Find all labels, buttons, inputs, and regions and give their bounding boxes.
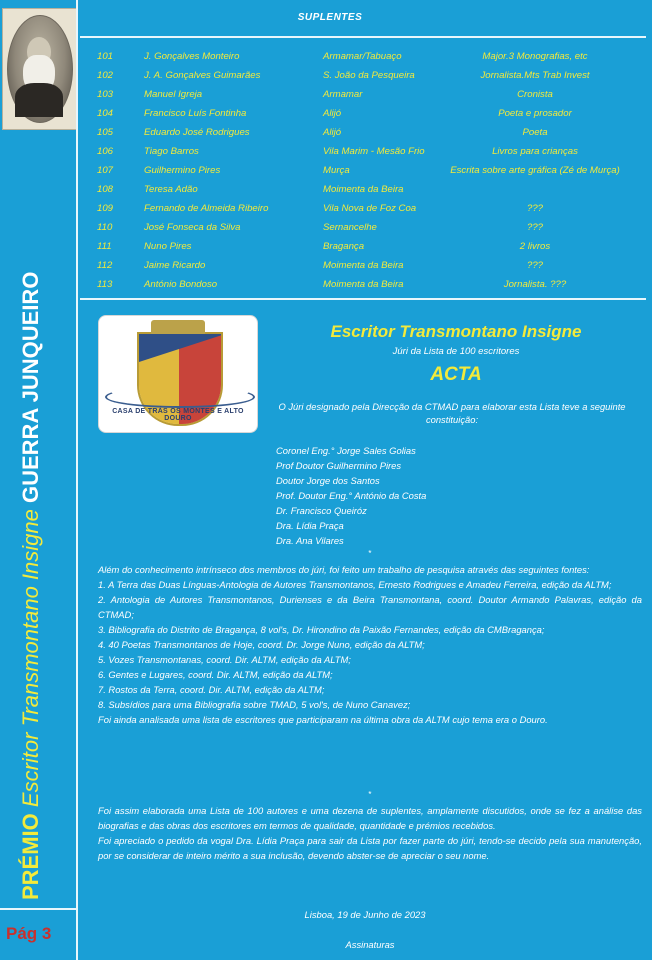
suplente-note: Livros para crianças: [492, 146, 578, 157]
page-number: Pág 3: [6, 924, 52, 943]
acta-title: ACTA: [430, 364, 482, 385]
source-item: 7. Rostos da Terra, coord. Dir. ALTM, edição da ALTM;: [98, 684, 325, 695]
suplente-name: Fernando de Almeida Ribeiro: [144, 203, 269, 214]
conclusion-section: [98, 803, 642, 863]
suplente-name: Tiago Barros: [144, 146, 199, 157]
suplente-place: Sernancelhe: [323, 222, 377, 233]
suplente-row: [80, 165, 640, 183]
conclusion-paragraph-2: Foi apreciado o pedido da vogal Dra. Lídia Praça para sair da Lista por fazer parte do júri, tendo-se decido pela sua manutenção, por se considerar de inteiro mérito a sua inclusão, devendo abster-se de apreciar o seu nome.: [98, 835, 642, 861]
acta-intro: O Júri designado pela Direcção da CTMAD para elaborar esta Lista teve a seguinte constituição:: [278, 401, 626, 425]
separator-1: *: [368, 549, 372, 558]
suplente-row: [80, 51, 640, 69]
suplente-number: 112: [97, 260, 113, 271]
suplente-name: António Bondoso: [144, 279, 218, 290]
suplente-row: [80, 108, 640, 126]
suplente-name: José Fonseca da Silva: [144, 222, 241, 233]
suplente-note: Jornalista. ???: [503, 279, 567, 290]
suplente-row: [80, 89, 640, 107]
suplente-note: 2 livros: [519, 241, 551, 252]
suplente-note: ???: [526, 222, 543, 233]
suplente-number: 111: [97, 241, 112, 252]
source-item: 4. 40 Poetas Transmontanos de Hoje, coord. Dr. Jorge Nuno, edição da ALTM;: [98, 639, 425, 650]
vertical-title: [18, 272, 44, 900]
suplente-number: 110: [97, 222, 113, 233]
conclusion-paragraph-1: Foi assim elaborada uma Lista de 100 autores e uma dezena de suplentes, amplamente discutidos, onde se fez a análise das biografias e das obras dos escritores em termos de qualidade, quantidade e prémios recebidos.: [98, 805, 642, 831]
suplente-name: Eduardo José Rodrigues: [144, 127, 250, 138]
source-item: 3. Bibliografia do Distrito de Bragança, 8 vol's, Dr. Hirondino da Paixão Fernandes, edição da CMBragança;: [98, 624, 545, 635]
section-divider: [80, 298, 646, 300]
acta-heading: Escritor Transmontano Insigne: [330, 322, 582, 341]
source-item: 1. A Terra das Duas Línguas-Antologia de Autores Transmontanos, Ernesto Rodrigues e Amadeu Ferreira, edição da ALTM;: [98, 579, 612, 590]
suplente-note: Jornalista.Mts Trab Invest: [480, 70, 590, 81]
suplente-row: [80, 222, 640, 240]
suplente-number: 109: [97, 203, 114, 214]
suplente-place: Alijó: [323, 108, 342, 119]
source-item: 6. Gentes e Lugares, coord. Dir. ALTM, edição da ALTM;: [98, 669, 333, 680]
suplente-name: J. A. Gonçalves Guimarães: [144, 70, 261, 81]
suplente-note: Escrita sobre arte gráfica (Zé de Murça): [450, 165, 620, 176]
suplentes-title: SUPLENTES: [297, 12, 363, 23]
sidebar: [0, 0, 78, 960]
sources-list: [98, 577, 642, 712]
suplente-row: [80, 184, 640, 202]
source-item: 8. Subsídios para uma Bibliografia sobre TMAD, 5 vol's, de Nuno Canavez;: [98, 699, 411, 710]
suplente-note: ???: [526, 203, 543, 214]
suplente-row: [80, 203, 640, 221]
suplente-number: 104: [97, 108, 114, 119]
suplente-name: Jaime Ricardo: [144, 260, 206, 271]
suplente-name: Manuel Igreja: [144, 89, 203, 100]
suplente-number: 106: [97, 146, 114, 157]
seal-motto: CASA DE TRÁS OS MONTES E ALTO DOURO: [112, 408, 244, 422]
suplente-place: Murça: [323, 165, 350, 176]
suplente-place: Moimenta da Beira: [323, 184, 404, 195]
place-date: Lisboa, 19 de Junho de 2023: [304, 909, 426, 920]
suplente-place: Vila Nova de Foz Coa: [323, 203, 417, 214]
suplente-number: 108: [97, 184, 114, 195]
source-item: 5. Vozes Transmontanas, coord. Dir. ALTM, edição da ALTM;: [98, 654, 351, 665]
suplente-place: Bragança: [323, 241, 365, 252]
suplente-number: 105: [97, 127, 114, 138]
suplente-number: 102: [97, 70, 114, 81]
suplente-place: Vila Marim - Mesão Frio: [323, 146, 425, 157]
title-part2: Escritor Transmontano Insigne: [18, 509, 43, 808]
jury-member: Prof Doutor Guilhermino Pires: [276, 460, 402, 471]
analysis-paragraph: Foi ainda analisada uma lista de escritores que participaram na última obra da ALTM cujo tema era o Douro.: [98, 714, 548, 725]
ctmad-seal: [98, 315, 258, 433]
suplente-row: [80, 146, 640, 164]
title-part1: PRÉMIO: [18, 813, 43, 900]
sources-section: [98, 562, 642, 727]
jury-member: Prof. Doutor Eng.° António da Costa: [276, 490, 427, 501]
source-item: 2. Antologia de Autores Transmontanos, Durienses e da Beira Transmontana, coord. Doutor Armando Palavras, edição da CTMAD;: [98, 594, 642, 620]
vertical-divider: [76, 0, 78, 960]
suplente-name: Francisco Luís Fontinha: [144, 108, 247, 119]
signatures-label: Assinaturas: [345, 939, 395, 950]
acta-subheading: Júri da Lista de 100 escritores: [392, 346, 520, 357]
suplente-name: Guilhermino Pires: [144, 165, 221, 176]
suplente-number: 103: [97, 89, 114, 100]
suplente-row: [80, 127, 640, 145]
suplente-place: Armamar/Tabuaço: [323, 51, 402, 62]
suplente-place: S. João da Pesqueira: [323, 70, 415, 81]
suplente-row: [80, 279, 640, 297]
seal-ribbon: [105, 386, 255, 408]
suplente-place: Armamar: [323, 89, 363, 100]
suplente-row: [80, 241, 640, 259]
suplente-number: 107: [97, 165, 114, 176]
jury-member: Dra. Ana Vilares: [276, 535, 344, 546]
suplente-name: Nuno Pires: [144, 241, 192, 252]
suplente-place: Moimenta da Beira: [323, 279, 404, 290]
suplente-note: Cronista: [517, 89, 553, 100]
jury-member: Doutor Jorge dos Santos: [276, 475, 380, 486]
jury-member: Coronel Eng.° Jorge Sales Golias: [276, 445, 416, 456]
suplente-number: 113: [97, 279, 113, 290]
seal-crown: [151, 320, 205, 334]
suplente-note: Poeta: [522, 127, 548, 138]
suplente-name: J. Gonçalves Monteiro: [144, 51, 240, 62]
suplente-place: Alijó: [323, 127, 342, 138]
jury-list: [276, 443, 426, 548]
suplente-note: Poeta e prosador: [498, 108, 572, 119]
sidebar-divider: [0, 908, 78, 910]
suplente-number: 101: [97, 51, 114, 62]
suplente-note: Major.3 Monografias, etc: [482, 51, 588, 62]
jury-member: Dr. Francisco Queiróz: [276, 505, 367, 516]
separator-2: *: [368, 790, 372, 799]
suplente-place: Moimenta da Beira: [323, 260, 404, 271]
author-portrait: [2, 8, 78, 130]
suplente-row: [80, 260, 640, 278]
title-part3: GUERRA JUNQUEIRO: [18, 271, 43, 503]
suplente-name: Teresa Adão: [144, 184, 198, 195]
suplente-note: ???: [526, 260, 543, 271]
portrait-coat: [15, 83, 63, 117]
jury-member: Dra. Lídia Praça: [276, 520, 344, 531]
header-divider: [80, 36, 646, 38]
suplente-row: [80, 70, 640, 88]
sources-intro: Além do conhecimento intrínseco dos membros do júri, foi feito um trabalho de pesquisa através das seguintes fontes:: [98, 564, 590, 575]
